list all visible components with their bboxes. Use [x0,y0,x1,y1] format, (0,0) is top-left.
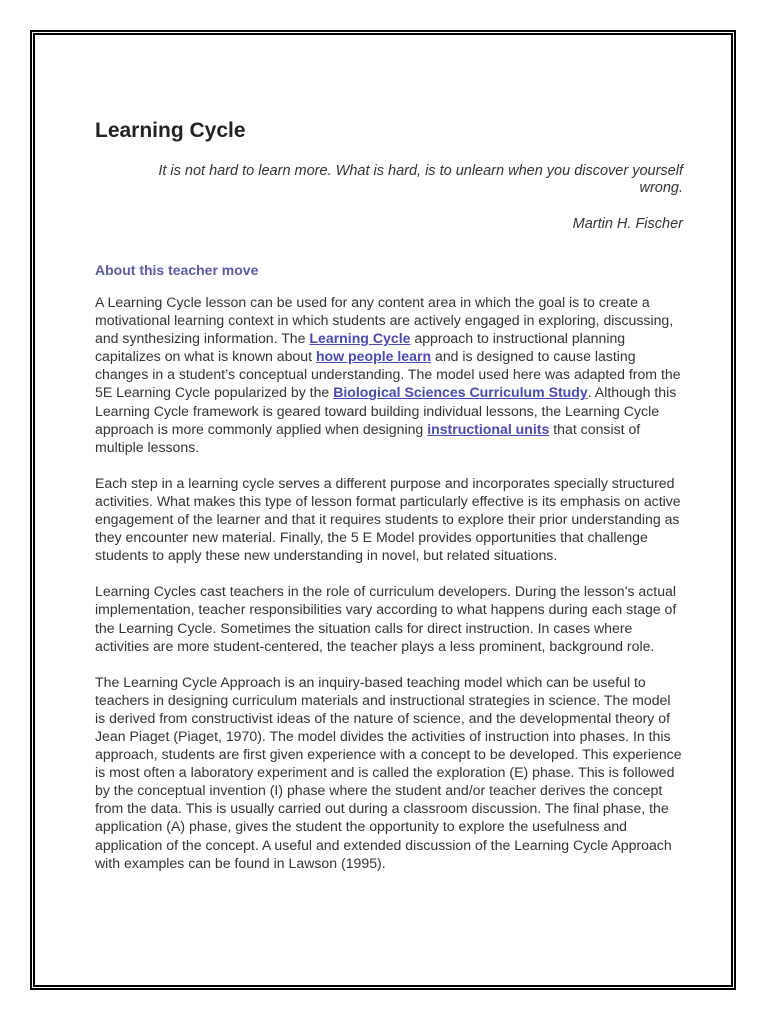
page-border [30,30,736,990]
bscs-link[interactable]: Biological Sciences Curriculum Study [333,384,588,401]
epigraph-quote: It is not hard to learn more. What is hard, is to unlearn when you discover yourself wrong. [158,163,683,196]
paragraph-text: approach to instructional planning capitalizes on what is known about [95,330,626,365]
learning-cycle-link[interactable]: Learning Cycle [309,330,411,347]
paragraph-text: A Learning Cycle lesson can be used for any content area in which the goal is to create a motivational learning context in which students are actively engaged in exploring, discussing, and synthesizing information. The [95,294,674,347]
paragraph-text: . Although this Learning Cycle framework is geared toward building individual lessons, the Learning Cycle approach is more commonly applied when designing [95,384,677,437]
paragraph-approach: The Learning Cycle Approach is an inquiry-based teaching model which can be useful to teachers in designing curriculum materials and instructional strategies in science. The model is derived from constructivist ideas of the nature of science, and the developmental theory of Jean Piaget (Piaget, 1970). The model divides the activities of instruction into phases. In this approach, students are first given experience with a concept to be developed. This experience is most often a laboratory experiment and is called the exploration (E) phase. This is followed by the conceptual invention (I) phase where the student and/or teacher derives the concept from the data. This is usually carried out during a classroom discussion. The final phase, the application (A) phase, gives the student the opportunity to explore the usefulness and application of the concept. A useful and extended discussion of the Learning Cycle Approach with examples can be found in Lawson (1995). [95,673,682,871]
paragraph-text: and is designed to cause lasting changes in a student’s conceptual understanding. The model used here was adapted from the 5E Learning Cycle popularized by the [95,348,681,401]
paragraph-intro [95,293,683,456]
document-body [95,119,683,872]
paragraph-text: that consist of multiple lessons. [95,420,641,455]
instructional-units-link[interactable]: instructional units [427,420,550,437]
how-people-learn-link[interactable]: how people learn [315,348,432,365]
paragraph-teacher-role: Learning Cycles cast teachers in the role of curriculum developers. During the lesson’s actual implementation, teacher responsibilities vary according to what happens during each stage of the Learning Cycle. Sometimes the situation calls for direct instruction. In cases where activities are more student-centered, the teacher plays a less prominent, background role. [95,583,677,654]
paragraph-steps: Each step in a learning cycle serves a different purpose and incorporates specially structured activities. What makes this type of lesson format particularly effective is its emphasis on active engagement of the learner and that it requires students to explore their prior understanding as they encounter new material. Finally, the 5 E Model provides opportunities that challenge students to apply these new understanding in novel, but related situations. [95,474,681,564]
page-title: Learning Cycle [95,119,246,142]
epigraph-author: Martin H. Fischer [572,216,683,232]
section-heading: About this teacher move [95,262,259,278]
